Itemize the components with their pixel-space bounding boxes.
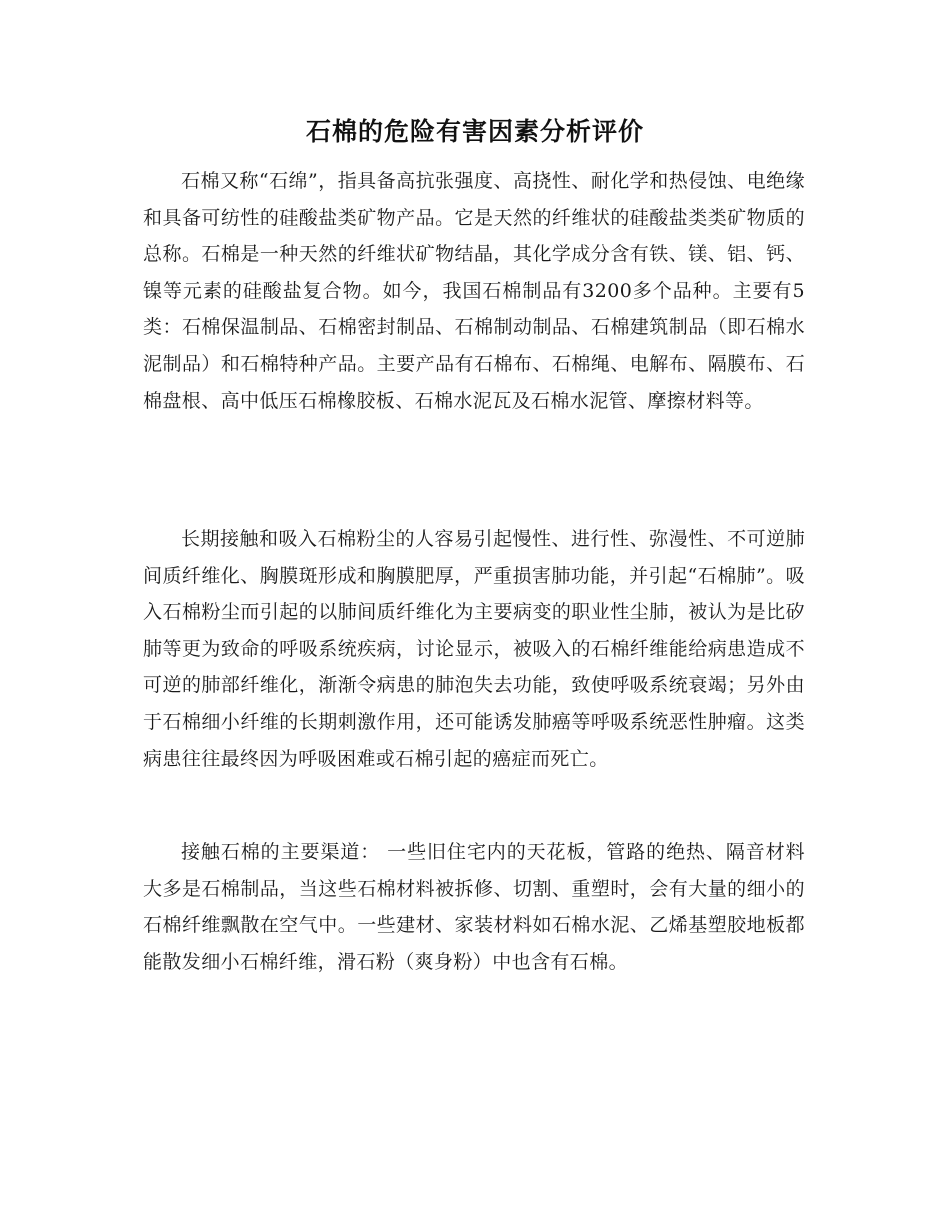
paragraph-exposure-channels: 接触石棉的主要渠道： 一些旧住宅内的天花板，管路的绝热、隔音材料大多是石棉制品，当这些石棉材料被拆修、切割、重塑时，会有大量的细小的石棉纤维飘散在空气中。一些建材、家装材料如石棉水泥、乙烯基塑胶地板都能散发细小石棉纤维，滑石粉（爽身粉）中也含有石棉。: [143, 841, 805, 973]
document-title: 石棉的危险有害因素分析评价: [305, 117, 644, 146]
paragraph-health-hazards: 长期接触和吸入石棉粉尘的人容易引起慢性、进行性、弥漫性、不可逆肺间质纤维化、胸膜斑形成和胸膜肥厚，严重损害肺功能，并引起“石棉肺”。吸入石棉粉尘而引起的以肺间质纤维化为主要病变的职业性尘肺，被认为是比矽肺等更为致命的呼吸系统疾病，讨论显示，被吸入的石棉纤维能给病患造成不可逆的肺部纤维化，渐渐令病患的肺泡失去功能，致使呼吸系统衰竭；另外由于石棉细小纤维的长期刺激作用，还可能诱发肺癌等呼吸系统恶性肿瘤。这类病患往往最终因为呼吸困难或石棉引起的癌症而死亡。: [143, 528, 805, 770]
paragraph-asbestos-definition: 石棉又称“石绵”，指具备高抗张强度、高挠性、耐化学和热侵蚀、电绝缘和具备可纺性的硅酸盐类矿物产品。它是天然的纤维状的硅酸盐类类矿物质的总称。石棉是一种天然的纤维状矿物结晶，其化学成分含有铁、镁、铝、钙、镍等元素的硅酸盐复合物。如今，我国石棉制品有3200多个品种。主要有5类：石棉保温制品、石棉密封制品、石棉制动制品、石棉建筑制品（即石棉水泥制品）和石棉特种产品。主要产品有石棉布、石棉绳、电解布、隔膜布、石棉盘根、高中低压石棉橡胶板、石棉水泥瓦及石棉水泥管、摩擦材料等。: [143, 170, 805, 412]
